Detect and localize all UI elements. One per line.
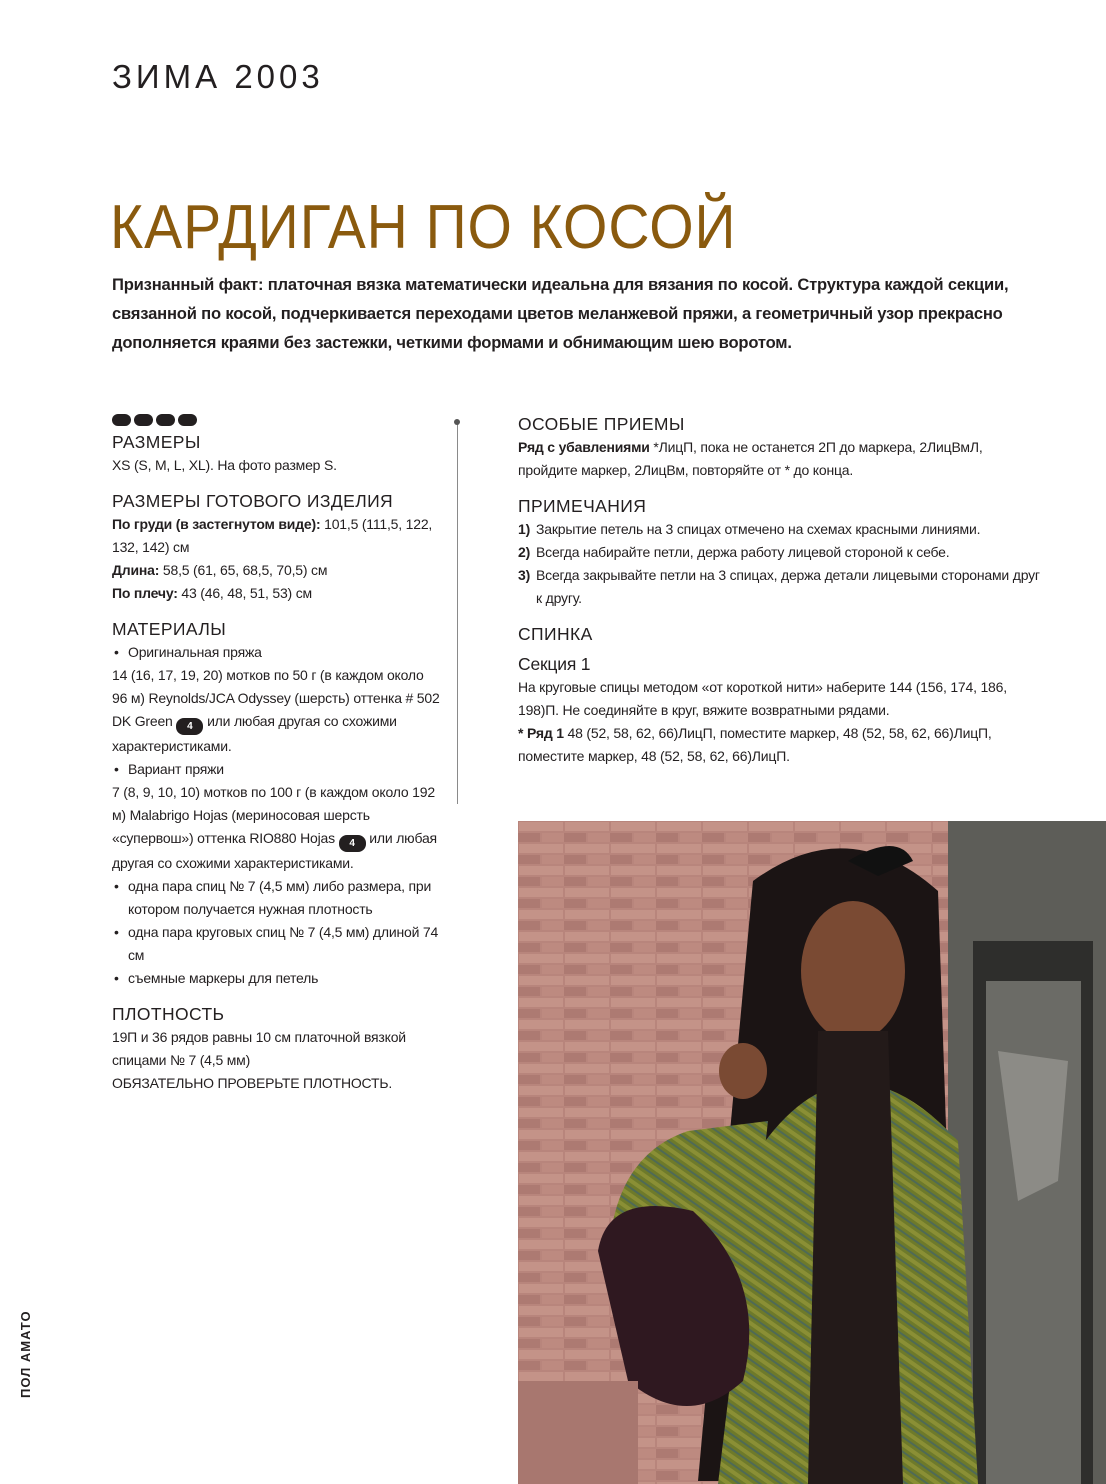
left-column — [112, 414, 442, 1095]
material-item: • одна пара спиц № 7 (4,5 мм) либо размера, при котором получается нужная плотность — [112, 875, 442, 921]
variant-yarn-label: • Вариант пряжи — [112, 758, 442, 781]
right-column — [518, 412, 1043, 768]
photo-credit: ПОЛ АМАТО — [18, 1310, 33, 1398]
difficulty-dot — [134, 414, 153, 426]
page-title: КАРДИГАН ПО КОСОЙ — [110, 192, 737, 262]
issue-label: ЗИМА 2003 — [112, 58, 324, 95]
note-number: 1) — [518, 521, 531, 537]
shoulder-label: По плечу: — [112, 585, 178, 601]
gauge-text: 19П и 36 рядов равны 10 см платочной вязкой спицами № 7 (4,5 мм) — [112, 1029, 406, 1068]
techniques-text — [518, 436, 1043, 482]
note-text: Закрытие петель на 3 спицах отмечено на схемах красными линиями. — [536, 521, 981, 537]
difficulty-dot — [178, 414, 197, 426]
note-item — [518, 541, 1043, 564]
sizes-text: XS (S, M, L, XL). На фото размер S. — [112, 457, 337, 473]
shoulder-value: 43 (46, 48, 51, 53) см — [181, 585, 312, 601]
row-1-label: * Ряд 1 — [518, 725, 564, 741]
variant-yarn-alt: или любая другая со схожими характеристиками. — [112, 830, 437, 871]
length-value: 58,5 (61, 65, 68,5, 70,5) см — [162, 562, 328, 578]
material-item: • съемные маркеры для петель — [112, 967, 442, 990]
original-yarn-label: • Оригинальная пряжа — [112, 641, 442, 664]
column-divider — [457, 424, 458, 804]
bust-measure — [112, 513, 442, 559]
back-section-heading: Секция 1 — [518, 654, 591, 674]
back-cast-on-text: На круговые спицы методом «от короткой нити» наберите 144 (156, 174, 186, 198)П. Не соединяйте в круг, вяжите возвратными рядами. — [518, 679, 1007, 718]
bust-label: По груди (в застегнутом виде): — [112, 516, 321, 532]
length-label: Длина: — [112, 562, 160, 578]
decrease-row-text: *ЛицП, пока не останется 2П до маркера, 2ЛицВмЛ, пройдите маркер, 2ЛицВм, повторяйте от * до конца. — [518, 439, 983, 478]
material-item: • одна пара круговых спиц № 7 (4,5 мм) длиной 74 см — [112, 921, 442, 967]
variant-yarn-desc: 7 (8, 9, 10, 10) мотков по 100 г (в каждом около 192 м) Malabrigo Hojas (мериносовая шерсть «супервош») оттенка RIO880 Hojas — [112, 784, 435, 846]
bust-value: 101,5 (111,5, 122, 132, 142) см — [112, 516, 433, 555]
length-measure — [112, 559, 442, 582]
column-divider-dot — [454, 419, 460, 425]
difficulty-dot — [112, 414, 131, 426]
difficulty-dot — [156, 414, 175, 426]
note-item — [518, 564, 1043, 610]
note-text: Всегда закрывайте петли на 3 спицах, держа детали лицевыми сторонами друг к другу. — [536, 567, 1040, 606]
techniques-heading: ОСОБЫЕ ПРИЕМЫ — [518, 414, 685, 434]
back-heading: СПИНКА — [518, 624, 593, 644]
model-photo — [518, 821, 1106, 1484]
shoulder-measure — [112, 582, 442, 605]
notes-heading: ПРИМЕЧАНИЯ — [518, 496, 647, 516]
gauge-check: ОБЯЗАТЕЛЬНО ПРОВЕРЬТЕ ПЛОТНОСТЬ. — [112, 1075, 393, 1091]
finished-heading: РАЗМЕРЫ ГОТОВОГО ИЗДЕЛИЯ — [112, 491, 394, 511]
note-text: Всегда набирайте петли, держа работу лицевой стороной к себе. — [536, 544, 950, 560]
original-yarn-text — [112, 664, 442, 758]
row-1-text: 48 (52, 58, 62, 66)ЛицП, поместите маркер, 48 (52, 58, 62, 66)ЛицП, поместите маркер, 48 (52, 58, 62, 66)ЛицП. — [518, 725, 992, 764]
decrease-row-label: Ряд с убавлениями — [518, 439, 650, 455]
gauge-heading: ПЛОТНОСТЬ — [112, 1004, 225, 1024]
variant-yarn-text — [112, 781, 442, 875]
note-number: 3) — [518, 567, 531, 583]
yarn-weight-icon: 4 — [176, 718, 203, 735]
original-yarn-desc: 14 (16, 17, 19, 20) мотков по 50 г (в каждом около 96 м) Reynolds/JCA Odyssey (шерсть) оттенка # 502 DK Green — [112, 667, 440, 729]
note-number: 2) — [518, 544, 531, 560]
sizes-heading: РАЗМЕРЫ — [112, 432, 201, 452]
materials-heading: МАТЕРИАЛЫ — [112, 619, 227, 639]
intro-paragraph: Признанный факт: платочная вязка математически идеальна для вязания по косой. Структура каждой секции, связанной по косой, подчеркивается переходами цветов меланжевой пряжи, а геометричный узор прекрасно дополняется краями без застежки, четкими формами и обнимающим шею воротом. — [112, 275, 1009, 352]
note-item — [518, 518, 1043, 541]
back-row-1 — [518, 722, 1043, 768]
yarn-weight-icon: 4 — [339, 835, 366, 852]
difficulty-indicator — [112, 414, 442, 426]
original-yarn-alt: или любая другая со схожими характеристиками. — [112, 713, 397, 754]
